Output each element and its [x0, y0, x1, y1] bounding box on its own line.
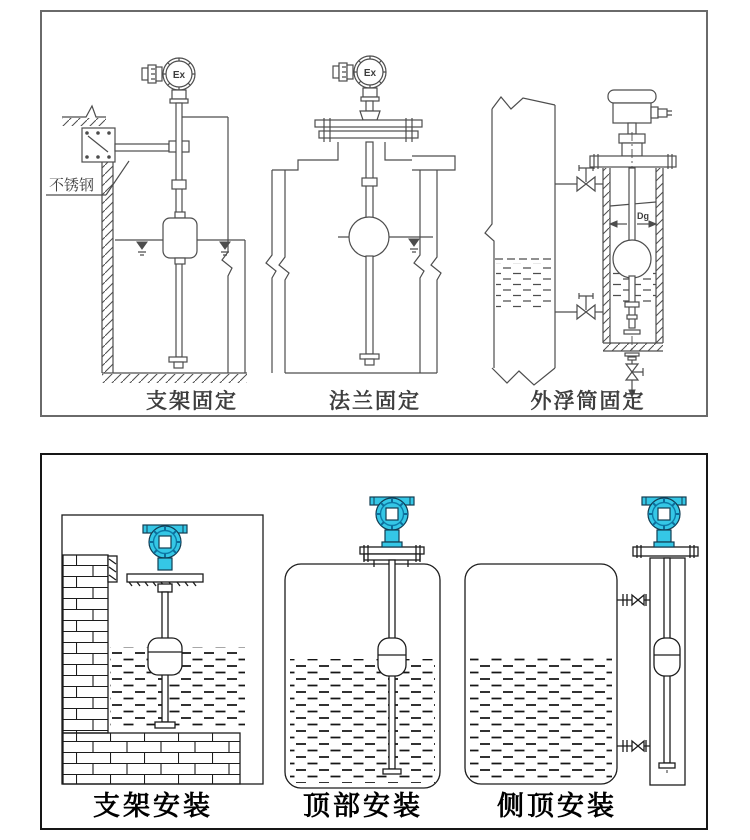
- wall-hatch: [62, 118, 106, 126]
- head-boss: [382, 542, 402, 547]
- transmitter-head-icon: [142, 58, 195, 103]
- installation-methods-panel: [40, 453, 708, 830]
- transmitter-head-icon: [333, 56, 386, 101]
- transmitter-head-icon: [370, 497, 414, 542]
- float-icon: [378, 638, 406, 676]
- float-icon: [654, 638, 680, 676]
- flange-icon: [315, 118, 422, 142]
- water-dashes: [290, 659, 435, 783]
- flange-boss: [360, 111, 380, 120]
- isolation-valve-top-icon: [555, 165, 603, 191]
- figure-external-chamber-fixing: [485, 90, 676, 413]
- water-dashes: [470, 655, 612, 781]
- figure-flange-fixing: [266, 56, 455, 413]
- bracket-arm: [115, 144, 169, 151]
- rod-end-stop: [169, 357, 187, 362]
- stainless-steel-callout: [46, 161, 129, 195]
- float-icon: [148, 638, 182, 675]
- tank-outline: [266, 142, 455, 373]
- caption-bracket-fixing: 支架固定: [146, 390, 238, 413]
- wall-top-line: [62, 106, 106, 117]
- figure-bracket-install: [62, 515, 263, 821]
- figure-top-install: [285, 497, 440, 821]
- figure-bracket-fixing: [46, 58, 247, 413]
- rod-end-stop: [624, 330, 640, 334]
- caption-external-chamber-fixing: 外浮筒固定: [530, 390, 646, 413]
- rod-coupling: [362, 178, 377, 186]
- rod-end-stop: [659, 763, 675, 768]
- caption-top-install: 顶部安装: [303, 791, 423, 821]
- junction-box-head-icon: [608, 90, 672, 156]
- dg-dimension-label: Dg: [637, 211, 649, 221]
- ex-marking: Ex: [172, 70, 186, 81]
- fixing-methods-drawing: [42, 12, 706, 415]
- process-tank-outline: [485, 97, 555, 385]
- rod-end-stop: [383, 769, 401, 774]
- stainless-steel-label: 不锈钢: [49, 177, 95, 194]
- chamber-flange-icon: [590, 156, 676, 167]
- floor-hatch: [102, 374, 247, 383]
- caption-flange-fixing: 法兰固定: [329, 390, 421, 413]
- rod-end-stop: [155, 722, 175, 728]
- connection-valve-bottom-icon: [617, 740, 650, 752]
- bracket-arm: [127, 574, 203, 582]
- float-icon: [163, 212, 197, 264]
- installation-methods-drawing: [42, 455, 706, 828]
- figure-side-top-install: [465, 497, 698, 821]
- connection-valve-top-icon: [617, 594, 650, 606]
- isolation-valve-bottom-icon: [555, 293, 603, 319]
- brick-wall: [63, 555, 108, 733]
- float-icon: [349, 217, 389, 257]
- mounting-plate: [82, 128, 115, 162]
- ex-marking: Ex: [363, 68, 377, 79]
- rod-clamp: [158, 584, 172, 592]
- rod-coupling: [172, 180, 186, 189]
- float-icon: [613, 240, 651, 278]
- sensor-rod: [629, 168, 635, 242]
- water-dashes: [496, 263, 552, 311]
- head-boss: [654, 542, 674, 547]
- rod-end-stop: [360, 354, 379, 359]
- caption-bracket-install: 支架安装: [93, 791, 213, 821]
- caption-side-top-install: 侧顶安装: [497, 791, 617, 821]
- brick-floor: [63, 733, 240, 784]
- transmitter-head-icon: [642, 497, 686, 542]
- fixing-methods-panel: [40, 10, 708, 417]
